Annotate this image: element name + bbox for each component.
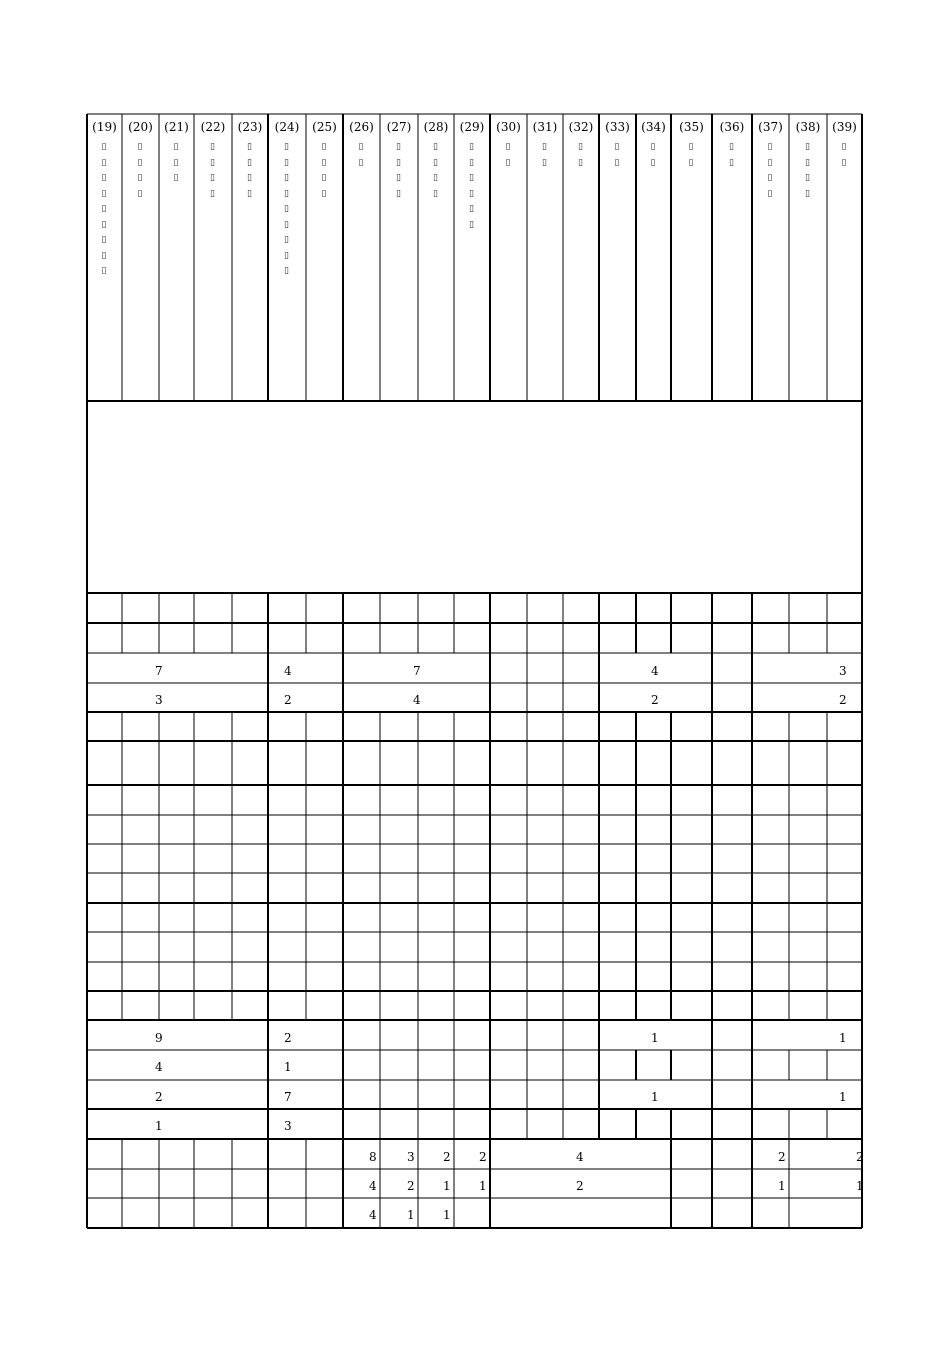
header-glyph: ▯ (101, 173, 107, 183)
column-header-label: (33) (605, 120, 630, 134)
value-r21-c28: 1 (443, 1208, 451, 1222)
column-header-label: (37) (758, 120, 783, 134)
header-glyph: ▯ (101, 235, 107, 245)
header-glyph: ▯ (284, 157, 289, 168)
value-r19-c39: 2 (856, 1150, 864, 1164)
value-r4-a: 3 (155, 693, 163, 707)
header-glyph: ▯ (433, 188, 438, 199)
header-glyph: ▯ (688, 142, 694, 152)
value-r16-b: 1 (284, 1060, 292, 1074)
header-glyph: ▯ (210, 142, 215, 152)
value-r15-a: 9 (155, 1031, 163, 1045)
value-r3-c: 7 (413, 664, 421, 678)
header-glyph: ▯ (358, 157, 364, 168)
header-glyph: ▯ (542, 157, 547, 168)
column-header-label: (34) (641, 120, 666, 134)
header-glyph: ▯ (841, 157, 847, 168)
value-r3-d: 4 (651, 664, 659, 678)
header-glyph: ▯ (247, 142, 252, 152)
header-glyph: ▯ (101, 157, 107, 168)
header-glyph: ▯ (841, 142, 847, 152)
column-header-label: (27) (386, 120, 412, 134)
header-glyph: ▯ (247, 157, 252, 168)
value-r20-c29: 1 (479, 1179, 487, 1193)
value-r15-e: 1 (839, 1031, 847, 1045)
header-glyph: ▯ (101, 142, 107, 152)
header-glyph: ▯ (767, 188, 773, 199)
header-glyph: ▯ (729, 157, 734, 168)
header-glyph: ▯ (137, 188, 143, 199)
header-glyph: ▯ (433, 173, 438, 183)
header-glyph: ▯ (805, 188, 810, 199)
header-glyph: ▯ (805, 157, 810, 168)
header-glyph: ▯ (210, 188, 215, 199)
header-glyph: ▯ (433, 157, 438, 168)
column-header-label: (32) (568, 120, 594, 134)
header-glyph: ▯ (396, 188, 401, 199)
value-r3-b: 4 (284, 664, 292, 678)
header-glyph: ▯ (173, 173, 179, 183)
header-glyph: ▯ (578, 142, 583, 152)
column-header-label: (38) (795, 120, 821, 134)
header-glyph: ▯ (650, 142, 656, 152)
header-glyph: ▯ (805, 142, 810, 152)
header-glyph: ▯ (469, 219, 474, 230)
header-glyph: ▯ (137, 157, 143, 168)
header-glyph: ▯ (210, 173, 215, 183)
column-header-label: (25) (312, 120, 337, 134)
header-glyph: ▯ (284, 219, 289, 230)
column-header-label: (22) (200, 120, 226, 134)
value-r21-c26: 4 (369, 1208, 377, 1222)
header-glyph: ▯ (688, 157, 694, 168)
value-r19-c28: 2 (443, 1150, 451, 1164)
value-r20-m: 2 (576, 1179, 584, 1193)
column-header-label: (29) (459, 120, 485, 134)
header-glyph: ▯ (173, 157, 179, 168)
column-header-label: (28) (423, 120, 449, 134)
column-header-label: (30) (496, 120, 521, 134)
header-glyph: ▯ (469, 188, 474, 199)
value-r3-a: 7 (155, 664, 163, 678)
header-glyph: ▯ (101, 204, 107, 214)
header-glyph: ▯ (767, 157, 773, 168)
header-glyph: ▯ (321, 188, 327, 199)
value-r19-c29: 2 (479, 1150, 487, 1164)
header-glyph: ▯ (173, 142, 179, 152)
header-glyph: ▯ (358, 142, 364, 152)
header-glyph: ▯ (137, 173, 143, 183)
header-glyph: ▯ (284, 142, 289, 152)
header-glyph: ▯ (396, 157, 401, 168)
header-glyph: ▯ (101, 188, 107, 199)
value-r19-c27: 3 (407, 1150, 415, 1164)
value-r4-d: 2 (651, 693, 659, 707)
header-glyph: ▯ (101, 250, 107, 261)
header-glyph: ▯ (505, 157, 511, 168)
header-glyph: ▯ (284, 250, 289, 261)
value-r20-c26: 4 (369, 1179, 377, 1193)
header-glyph: ▯ (210, 157, 215, 168)
header-glyph: ▯ (469, 157, 474, 168)
value-r18-b: 3 (284, 1119, 292, 1133)
value-r17-a: 2 (155, 1090, 163, 1104)
value-r17-d: 1 (651, 1090, 659, 1104)
column-header-label: (35) (679, 120, 704, 134)
header-glyph: ▯ (284, 204, 289, 214)
value-r17-e: 1 (839, 1090, 847, 1104)
header-glyph: ▯ (729, 142, 734, 152)
header-glyph: ▯ (247, 188, 252, 199)
value-r15-d: 1 (651, 1031, 659, 1045)
header-glyph: ▯ (396, 142, 401, 152)
header-glyph: ▯ (247, 173, 252, 183)
value-r4-e: 2 (839, 693, 847, 707)
value-r17-b: 7 (284, 1090, 292, 1104)
header-glyph: ▯ (767, 142, 773, 152)
value-r20-c39: 1 (856, 1179, 864, 1193)
header-glyph: ▯ (321, 157, 327, 168)
value-r19-c37: 2 (778, 1150, 786, 1164)
value-r20-c27: 2 (407, 1179, 415, 1193)
value-r19-c26: 8 (369, 1150, 377, 1164)
header-glyph: ▯ (469, 173, 474, 183)
column-header-label: (36) (719, 120, 745, 134)
header-glyph: ▯ (284, 173, 289, 183)
header-glyph: ▯ (767, 173, 773, 183)
value-r4-b: 2 (284, 693, 292, 707)
header-glyph: ▯ (321, 173, 327, 183)
value-r16-a: 4 (155, 1060, 163, 1074)
column-header-label: (39) (832, 120, 857, 134)
header-glyph: ▯ (505, 142, 511, 152)
header-glyph: ▯ (284, 188, 289, 199)
header-glyph: ▯ (321, 142, 327, 152)
value-r20-c37: 1 (778, 1179, 786, 1193)
value-r4-c: 4 (413, 693, 421, 707)
header-glyph: ▯ (433, 142, 438, 152)
header-glyph: ▯ (542, 142, 547, 152)
header-glyph: ▯ (137, 142, 143, 152)
column-header-label: (23) (237, 120, 263, 134)
value-r15-b: 2 (284, 1031, 292, 1045)
header-glyph: ▯ (469, 204, 474, 214)
header-glyph: ▯ (101, 266, 107, 276)
column-header-label: (19) (92, 120, 117, 134)
value-r3-e: 3 (839, 664, 847, 678)
header-glyph: ▯ (101, 219, 107, 230)
header-glyph: ▯ (805, 173, 810, 183)
header-glyph: ▯ (614, 142, 620, 152)
value-r19-m: 4 (576, 1150, 584, 1164)
header-glyph: ▯ (469, 142, 474, 152)
header-glyph: ▯ (650, 157, 656, 168)
header-glyph: ▯ (284, 235, 289, 245)
header-glyph: ▯ (284, 266, 289, 276)
column-header-label: (26) (349, 120, 374, 134)
header-glyph: ▯ (614, 157, 620, 168)
column-header-label: (31) (532, 120, 558, 134)
value-r18-a: 1 (155, 1119, 163, 1133)
header-glyph: ▯ (578, 157, 583, 168)
header-glyph: ▯ (396, 173, 401, 183)
value-r20-c28: 1 (443, 1179, 451, 1193)
column-header-label: (21) (164, 120, 189, 134)
value-r21-c27: 1 (407, 1208, 415, 1222)
column-header-label: (24) (274, 120, 300, 134)
column-header-label: (20) (128, 120, 153, 134)
